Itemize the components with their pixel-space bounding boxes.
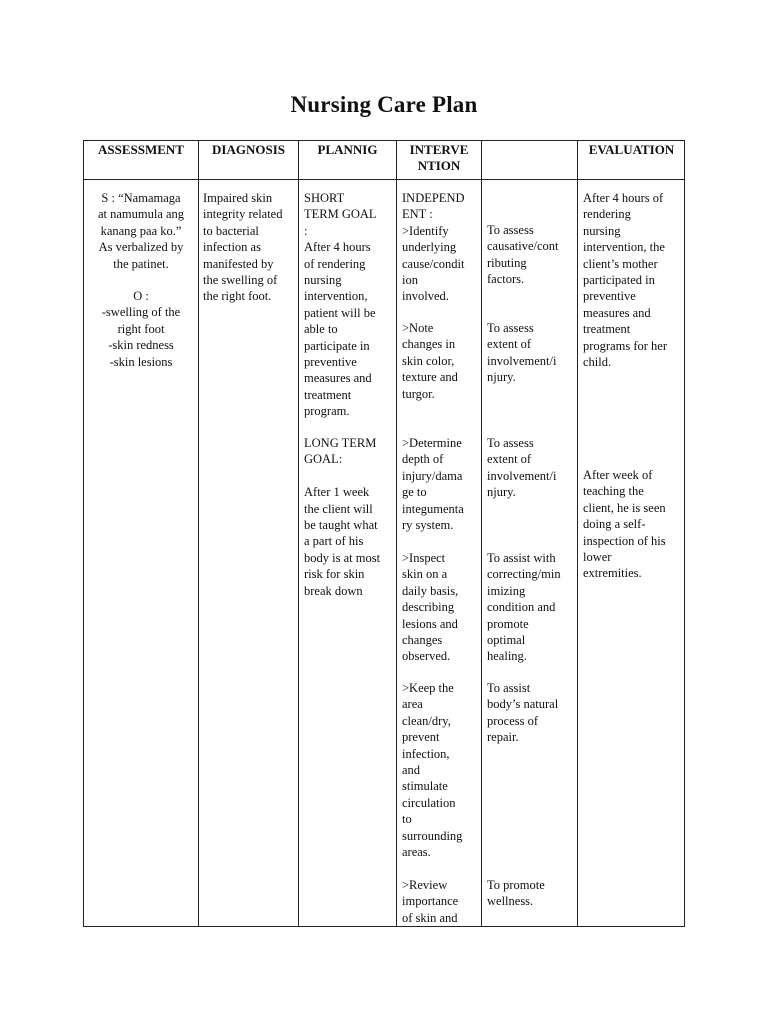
column-divider: [577, 140, 578, 927]
assessment-objective: O : -swelling of the right foot -skin redness -skin lesions: [101, 289, 181, 369]
planning-long-term-goal: LONG TERM GOAL: After 1 week the client will be taught what a part of his body is at most risk for skin break down: [304, 436, 381, 598]
header-intervention: INTERVE NTION: [409, 142, 469, 173]
evaluation-short-term: After 4 hours of rendering nursing intervention, the client’s mother participated in preventive measures and treatment programs for her child.: [583, 191, 667, 370]
header-assessment: ASSESSMENT: [98, 142, 184, 157]
header-diagnosis: DIAGNOSIS: [212, 142, 285, 157]
rationale-item: To assess extent of involvement/i njury.: [487, 321, 557, 385]
intervention-item: >Inspect skin on a daily basis, describing lesions and changes observed.: [402, 551, 459, 664]
diagnosis-text: Impaired skin integrity related to bacterial infection as manifested by the swelling of the right foot.: [203, 191, 283, 304]
column-divider: [396, 140, 397, 927]
intervention-item: INDEPEND ENT : >Identify underlying cause/condit ion involved.: [402, 191, 465, 304]
column-divider: [198, 140, 199, 927]
rationale-item: To assess causative/cont ributing factors.: [487, 223, 559, 287]
column-divider: [298, 140, 299, 927]
page-title: Nursing Care Plan: [290, 92, 478, 117]
rationale-item: To promote wellness.: [487, 878, 545, 909]
intervention-item: >Determine depth of injury/dama ge to integumenta ry system.: [402, 436, 464, 533]
intervention-item: >Note changes in skin color, texture and turgor.: [402, 321, 458, 401]
intervention-item: >Review importance of skin and: [402, 878, 459, 925]
header-divider: [83, 179, 685, 180]
column-divider: [481, 140, 482, 927]
rationale-item: To assess extent of involvement/i njury.: [487, 436, 557, 500]
assessment-subjective: S : “Namamaga at namumula ang kanang paa ko.” As verbalized by the patinet.: [97, 191, 185, 271]
planning-short-term-goal: SHORT TERM GOAL : After 4 hours of rendering nursing intervention, patient will be able to participate in preventive measures and treatment program.: [304, 191, 377, 419]
rationale-item: To assist body’s natural process of repair.: [487, 681, 559, 745]
intervention-item: >Keep the area clean/dry, prevent infection, and stimulate circulation to surrounding areas.: [402, 681, 463, 860]
header-evaluation: EVALUATION: [588, 142, 675, 157]
rationale-item: To assist with correcting/min imizing condition and promote optimal healing.: [487, 551, 561, 664]
evaluation-long-term: After week of teaching the client, he is seen doing a self- inspection of his lower extremities.: [583, 468, 666, 581]
header-planning: PLANNIG: [317, 142, 378, 157]
